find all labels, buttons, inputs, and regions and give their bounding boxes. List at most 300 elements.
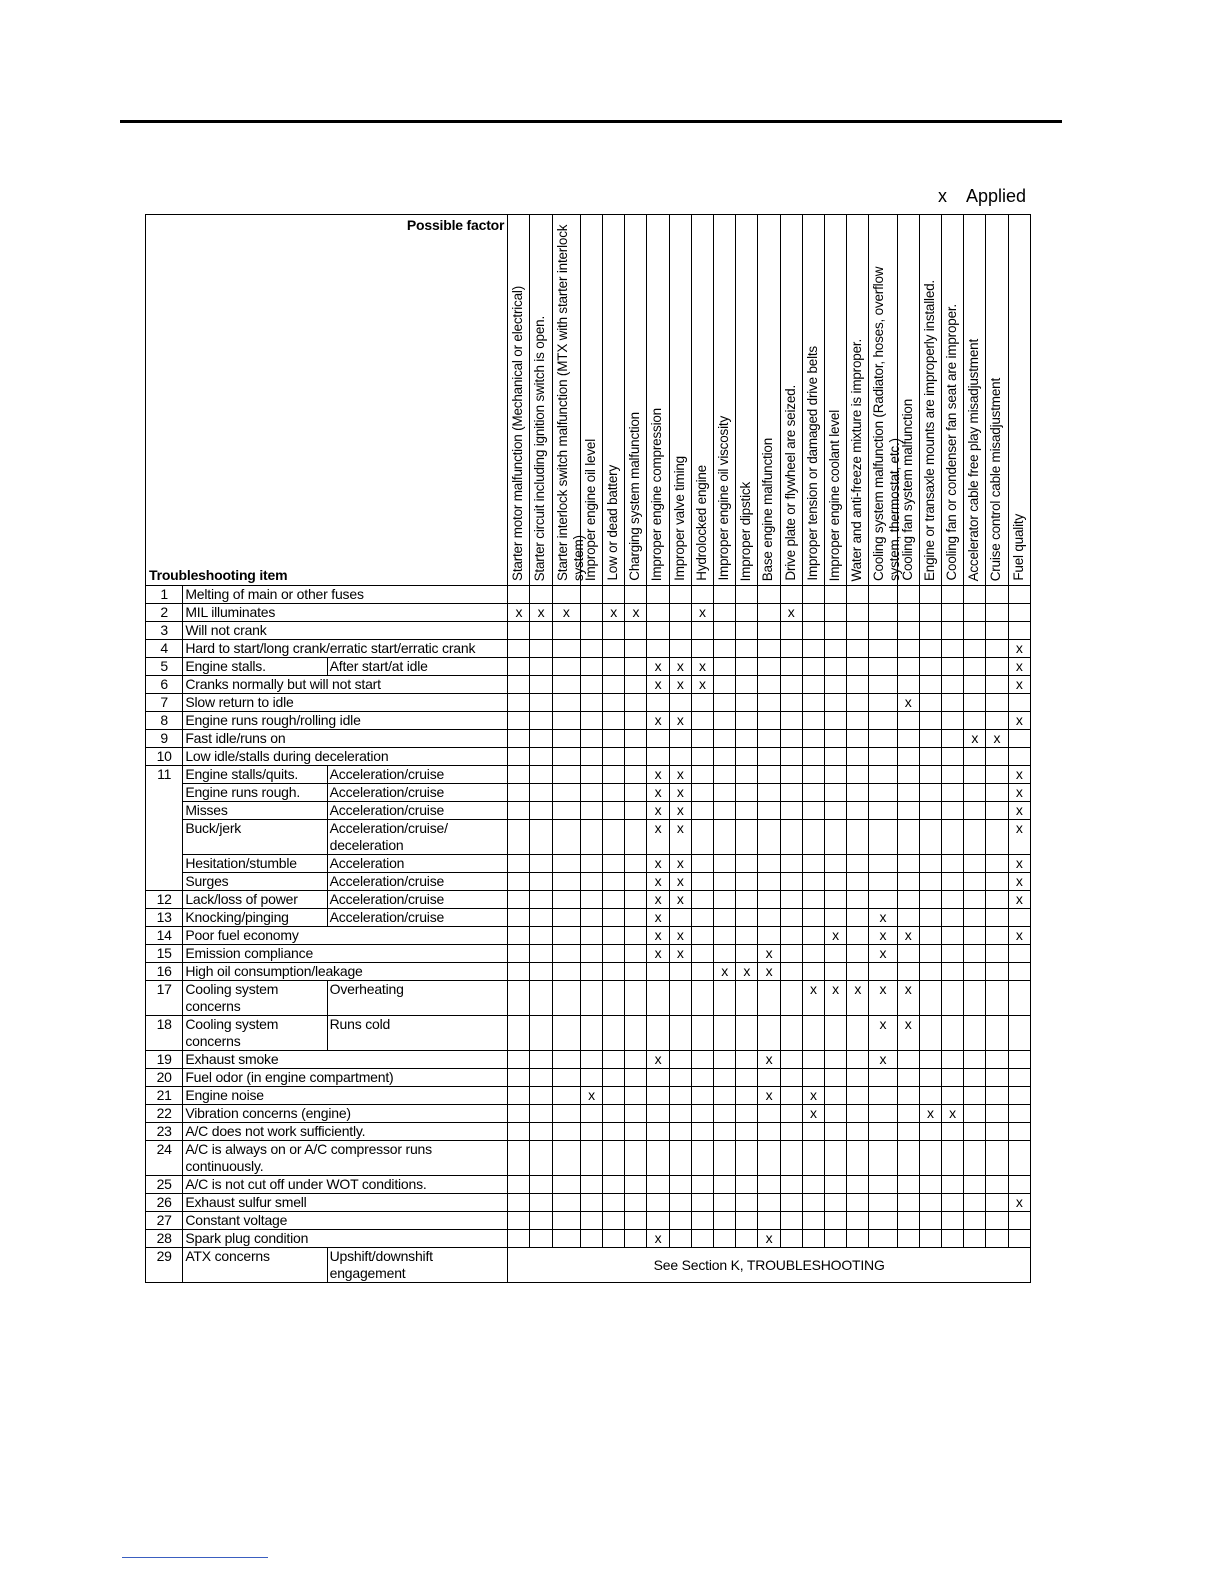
mark-cell: x <box>669 855 691 873</box>
mark-cell <box>603 1141 625 1176</box>
mark-cell <box>736 1105 758 1123</box>
mark-cell <box>1008 1176 1030 1194</box>
mark-cell <box>869 586 897 604</box>
mark-cell <box>897 766 919 784</box>
mark-cell <box>552 1141 580 1176</box>
mark-cell <box>919 658 941 676</box>
mark-cell <box>552 873 580 891</box>
mark-cell <box>897 586 919 604</box>
factor-header <box>530 215 552 586</box>
mark-cell <box>647 748 669 766</box>
mark-cell <box>552 891 580 909</box>
row-condition: Overheating <box>327 981 508 1016</box>
factor-header <box>780 215 802 586</box>
mark-cell <box>758 748 780 766</box>
mark-cell <box>691 748 713 766</box>
mark-cell <box>758 1123 780 1141</box>
mark-cell <box>714 855 736 873</box>
mark-cell <box>736 1087 758 1105</box>
mark-cell <box>552 945 580 963</box>
mark-cell <box>552 820 580 855</box>
mark-cell <box>919 820 941 855</box>
mark-cell <box>508 676 530 694</box>
factor-header <box>714 215 736 586</box>
mark-cell <box>758 730 780 748</box>
mark-cell <box>530 640 552 658</box>
mark-cell: x <box>1008 1194 1030 1212</box>
mark-cell <box>625 927 647 945</box>
mark-cell <box>869 1087 897 1105</box>
mark-cell <box>580 604 602 622</box>
table-row <box>146 604 1031 622</box>
mark-cell <box>941 1016 963 1051</box>
mark-cell: x <box>869 1016 897 1051</box>
mark-cell <box>897 784 919 802</box>
mark-cell <box>941 945 963 963</box>
mark-cell <box>714 981 736 1016</box>
mark-cell: x <box>1008 766 1030 784</box>
mark-cell <box>780 676 802 694</box>
mark-cell <box>780 891 802 909</box>
mark-cell <box>691 981 713 1016</box>
mark-cell <box>802 1051 824 1069</box>
mark-cell <box>847 1141 869 1176</box>
mark-cell <box>802 604 824 622</box>
row-item: Melting of main or other fuses <box>183 586 508 604</box>
mark-cell <box>758 1105 780 1123</box>
mark-cell <box>919 1212 941 1230</box>
mark-cell <box>1008 748 1030 766</box>
mark-cell <box>508 1212 530 1230</box>
mark-cell <box>736 855 758 873</box>
bottom-rule <box>122 1557 268 1558</box>
row-item: Emission compliance <box>183 945 508 963</box>
mark-cell <box>508 1123 530 1141</box>
mark-cell <box>691 891 713 909</box>
factor-label: Improper valve timing <box>671 456 687 581</box>
mark-cell <box>508 658 530 676</box>
mark-cell <box>897 640 919 658</box>
mark-cell <box>669 694 691 712</box>
mark-cell <box>986 891 1008 909</box>
mark-cell <box>530 694 552 712</box>
mark-cell <box>824 658 846 676</box>
factor-label: Drive plate or flywheel are seized. <box>782 385 798 581</box>
mark-cell <box>802 873 824 891</box>
mark-cell <box>758 640 780 658</box>
mark-cell: x <box>847 981 869 1016</box>
row-item: Engine noise <box>183 1087 508 1105</box>
mark-cell <box>964 586 986 604</box>
mark-cell <box>986 784 1008 802</box>
mark-cell: x <box>1008 820 1030 855</box>
row-item: Buck/jerk <box>183 820 327 855</box>
row-number: 8 <box>146 712 183 730</box>
mark-cell <box>869 640 897 658</box>
mark-cell <box>824 784 846 802</box>
mark-cell <box>986 981 1008 1016</box>
mark-cell <box>802 1212 824 1230</box>
mark-cell <box>625 784 647 802</box>
mark-cell <box>964 891 986 909</box>
mark-cell <box>802 712 824 730</box>
mark-cell <box>824 1176 846 1194</box>
mark-cell <box>603 1212 625 1230</box>
mark-cell <box>964 981 986 1016</box>
mark-cell <box>647 622 669 640</box>
table-row <box>146 1087 1031 1105</box>
mark-cell <box>691 622 713 640</box>
mark-cell <box>647 1123 669 1141</box>
mark-cell <box>669 1123 691 1141</box>
row-number: 9 <box>146 730 183 748</box>
mark-cell <box>986 1069 1008 1087</box>
mark-cell <box>714 927 736 945</box>
mark-cell <box>780 802 802 820</box>
mark-cell <box>530 891 552 909</box>
mark-cell <box>824 1194 846 1212</box>
mark-cell <box>508 694 530 712</box>
mark-cell <box>691 873 713 891</box>
row-number: 28 <box>146 1230 183 1248</box>
mark-cell: x <box>780 604 802 622</box>
row-number: 29 <box>146 1248 183 1283</box>
mark-cell <box>625 802 647 820</box>
mark-cell <box>625 945 647 963</box>
mark-cell <box>580 909 602 927</box>
table-row <box>146 1248 1031 1283</box>
row-item: Low idle/stalls during deceleration <box>183 748 508 766</box>
mark-cell <box>964 1194 986 1212</box>
mark-cell <box>919 1051 941 1069</box>
mark-cell <box>736 1194 758 1212</box>
mark-cell <box>964 909 986 927</box>
mark-cell <box>530 1141 552 1176</box>
mark-cell <box>669 1141 691 1176</box>
mark-cell <box>714 784 736 802</box>
mark-cell <box>919 694 941 712</box>
mark-cell <box>802 784 824 802</box>
mark-cell: x <box>869 927 897 945</box>
mark-cell <box>603 927 625 945</box>
mark-cell <box>552 1194 580 1212</box>
mark-cell <box>919 855 941 873</box>
mark-cell <box>824 1230 846 1248</box>
mark-cell <box>508 1051 530 1069</box>
mark-cell <box>780 1105 802 1123</box>
factor-label: Improper engine oil level <box>582 438 598 581</box>
mark-cell <box>986 1141 1008 1176</box>
factor-header <box>758 215 780 586</box>
mark-cell <box>714 1212 736 1230</box>
mark-cell <box>897 820 919 855</box>
mark-cell <box>824 676 846 694</box>
mark-cell <box>580 1123 602 1141</box>
mark-cell <box>508 1105 530 1123</box>
row-condition: Acceleration/cruise <box>327 891 508 909</box>
mark-cell <box>580 748 602 766</box>
mark-cell <box>714 873 736 891</box>
table-corner <box>146 215 508 586</box>
mark-cell <box>869 730 897 748</box>
table-row <box>146 927 1031 945</box>
mark-cell <box>847 694 869 712</box>
mark-cell: x <box>919 1105 941 1123</box>
factor-header <box>552 215 586 586</box>
mark-cell <box>919 1230 941 1248</box>
mark-cell <box>552 712 580 730</box>
mark-cell: x <box>647 658 669 676</box>
mark-cell <box>530 766 552 784</box>
mark-cell <box>603 712 625 730</box>
mark-cell <box>758 927 780 945</box>
mark-cell <box>780 1123 802 1141</box>
mark-cell <box>714 748 736 766</box>
mark-cell <box>986 909 1008 927</box>
mark-cell <box>603 748 625 766</box>
mark-cell <box>508 891 530 909</box>
mark-cell <box>691 1176 713 1194</box>
mark-cell <box>552 927 580 945</box>
mark-cell <box>714 1069 736 1087</box>
mark-cell <box>714 1016 736 1051</box>
mark-cell <box>736 1069 758 1087</box>
mark-cell <box>625 1087 647 1105</box>
mark-cell <box>897 1069 919 1087</box>
mark-cell <box>897 1212 919 1230</box>
factor-header <box>964 215 986 586</box>
mark-cell <box>919 676 941 694</box>
mark-cell <box>986 1176 1008 1194</box>
factor-label: Improper engine oil viscosity <box>716 416 732 581</box>
mark-cell <box>736 622 758 640</box>
row-number: 23 <box>146 1123 183 1141</box>
table-row <box>146 1123 1031 1141</box>
table-row <box>146 784 1031 802</box>
mark-cell <box>1008 1230 1030 1248</box>
mark-cell <box>780 712 802 730</box>
mark-cell <box>802 694 824 712</box>
mark-cell <box>552 1016 580 1051</box>
mark-cell: x <box>869 981 897 1016</box>
table-row <box>146 1069 1031 1087</box>
mark-cell: x <box>647 855 669 873</box>
mark-cell <box>552 586 580 604</box>
mark-cell <box>552 1176 580 1194</box>
table-row <box>146 658 1031 676</box>
mark-cell <box>941 730 963 748</box>
mark-cell <box>580 802 602 820</box>
mark-cell <box>964 1230 986 1248</box>
row-item: Hard to start/long crank/erratic start/erratic crank <box>183 640 508 658</box>
mark-cell: x <box>758 1230 780 1248</box>
mark-cell <box>580 640 602 658</box>
mark-cell <box>669 748 691 766</box>
mark-cell <box>669 730 691 748</box>
factor-header-row <box>146 215 1031 586</box>
legend-label: Applied <box>966 186 1027 206</box>
mark-cell <box>580 784 602 802</box>
mark-cell <box>552 1105 580 1123</box>
mark-cell <box>691 1141 713 1176</box>
mark-cell: x <box>1008 802 1030 820</box>
mark-cell <box>847 784 869 802</box>
mark-cell <box>869 891 897 909</box>
mark-cell <box>580 873 602 891</box>
mark-cell <box>847 873 869 891</box>
factor-label: Improper engine compression <box>649 407 665 581</box>
mark-cell <box>869 766 897 784</box>
row-number: 20 <box>146 1069 183 1087</box>
mark-cell: x <box>647 802 669 820</box>
troubleshooting-item-label: Troubleshooting item <box>149 567 288 583</box>
mark-cell <box>530 586 552 604</box>
mark-cell <box>647 730 669 748</box>
mark-cell <box>603 1105 625 1123</box>
mark-cell: x <box>669 658 691 676</box>
row-item: Spark plug condition <box>183 1230 508 1248</box>
mark-cell <box>552 694 580 712</box>
mark-cell <box>736 1051 758 1069</box>
mark-cell <box>758 802 780 820</box>
row-number: 6 <box>146 676 183 694</box>
mark-cell <box>964 855 986 873</box>
row-item: MIL illuminates <box>183 604 508 622</box>
mark-cell <box>869 784 897 802</box>
mark-cell <box>897 1176 919 1194</box>
mark-cell <box>530 981 552 1016</box>
mark-cell <box>941 694 963 712</box>
factor-label: Accelerator cable free play misadjustment <box>966 338 982 581</box>
mark-cell: x <box>669 784 691 802</box>
mark-cell: x <box>869 945 897 963</box>
mark-cell <box>669 1105 691 1123</box>
mark-cell <box>847 855 869 873</box>
mark-cell <box>530 748 552 766</box>
mark-cell <box>625 622 647 640</box>
legend-mark: x <box>938 186 947 206</box>
factor-label: Cooling system malfunction (Radiator, hoses, overflow system, thermostat, etc.) <box>871 266 903 581</box>
mark-cell <box>714 802 736 820</box>
mark-cell <box>824 694 846 712</box>
mark-cell <box>669 1176 691 1194</box>
mark-cell <box>714 730 736 748</box>
troubleshooting-table <box>145 214 1031 1283</box>
mark-cell <box>580 658 602 676</box>
mark-cell <box>780 766 802 784</box>
mark-cell <box>580 622 602 640</box>
row-item: Will not crank <box>183 622 508 640</box>
mark-cell: x <box>603 604 625 622</box>
mark-cell: x <box>1008 658 1030 676</box>
mark-cell <box>897 1051 919 1069</box>
mark-cell <box>964 1212 986 1230</box>
mark-cell <box>847 820 869 855</box>
mark-cell <box>603 1194 625 1212</box>
mark-cell <box>847 604 869 622</box>
mark-cell: x <box>669 820 691 855</box>
mark-cell <box>897 909 919 927</box>
table-row <box>146 855 1031 873</box>
mark-cell <box>758 855 780 873</box>
mark-cell <box>758 1141 780 1176</box>
mark-cell <box>669 640 691 658</box>
mark-cell <box>552 748 580 766</box>
mark-cell <box>580 730 602 748</box>
mark-cell <box>869 1069 897 1087</box>
mark-cell <box>508 1176 530 1194</box>
row-number: 16 <box>146 963 183 981</box>
mark-cell <box>603 802 625 820</box>
mark-cell: x <box>897 1016 919 1051</box>
mark-cell <box>869 604 897 622</box>
mark-cell <box>919 1087 941 1105</box>
row-condition: Acceleration/cruise <box>327 873 508 891</box>
mark-cell <box>824 748 846 766</box>
mark-cell: x <box>647 1051 669 1069</box>
mark-cell <box>964 676 986 694</box>
row-number: 19 <box>146 1051 183 1069</box>
mark-cell <box>758 712 780 730</box>
mark-cell <box>824 1105 846 1123</box>
mark-cell <box>897 945 919 963</box>
mark-cell <box>941 1141 963 1176</box>
mark-cell <box>603 658 625 676</box>
mark-cell <box>508 1230 530 1248</box>
mark-cell <box>780 622 802 640</box>
mark-cell <box>625 640 647 658</box>
see-section-note: See Section K, TROUBLESHOOTING <box>508 1248 1031 1283</box>
mark-cell <box>603 1051 625 1069</box>
mark-cell <box>941 784 963 802</box>
mark-cell <box>897 676 919 694</box>
row-condition: Acceleration/cruise <box>327 784 508 802</box>
mark-cell <box>508 1194 530 1212</box>
row-item: Cranks normally but will not start <box>183 676 508 694</box>
mark-cell <box>552 1087 580 1105</box>
mark-cell <box>625 748 647 766</box>
mark-cell <box>714 1105 736 1123</box>
mark-cell <box>758 658 780 676</box>
mark-cell <box>847 802 869 820</box>
row-number: 25 <box>146 1176 183 1194</box>
factor-header <box>691 215 713 586</box>
mark-cell <box>625 1069 647 1087</box>
table-row <box>146 981 1031 1016</box>
table-row <box>146 873 1031 891</box>
mark-cell <box>780 873 802 891</box>
mark-cell <box>897 712 919 730</box>
mark-cell <box>603 1016 625 1051</box>
table-row <box>146 963 1031 981</box>
mark-cell <box>919 586 941 604</box>
mark-cell <box>780 1069 802 1087</box>
mark-cell: x <box>691 604 713 622</box>
mark-cell <box>986 1194 1008 1212</box>
mark-cell: x <box>824 981 846 1016</box>
mark-cell <box>714 820 736 855</box>
mark-cell <box>824 730 846 748</box>
row-item: Vibration concerns (engine) <box>183 1105 508 1123</box>
mark-cell <box>847 658 869 676</box>
mark-cell <box>869 802 897 820</box>
mark-cell <box>530 927 552 945</box>
mark-cell <box>714 1194 736 1212</box>
row-number: 4 <box>146 640 183 658</box>
mark-cell <box>736 981 758 1016</box>
mark-cell <box>758 604 780 622</box>
mark-cell <box>824 1016 846 1051</box>
